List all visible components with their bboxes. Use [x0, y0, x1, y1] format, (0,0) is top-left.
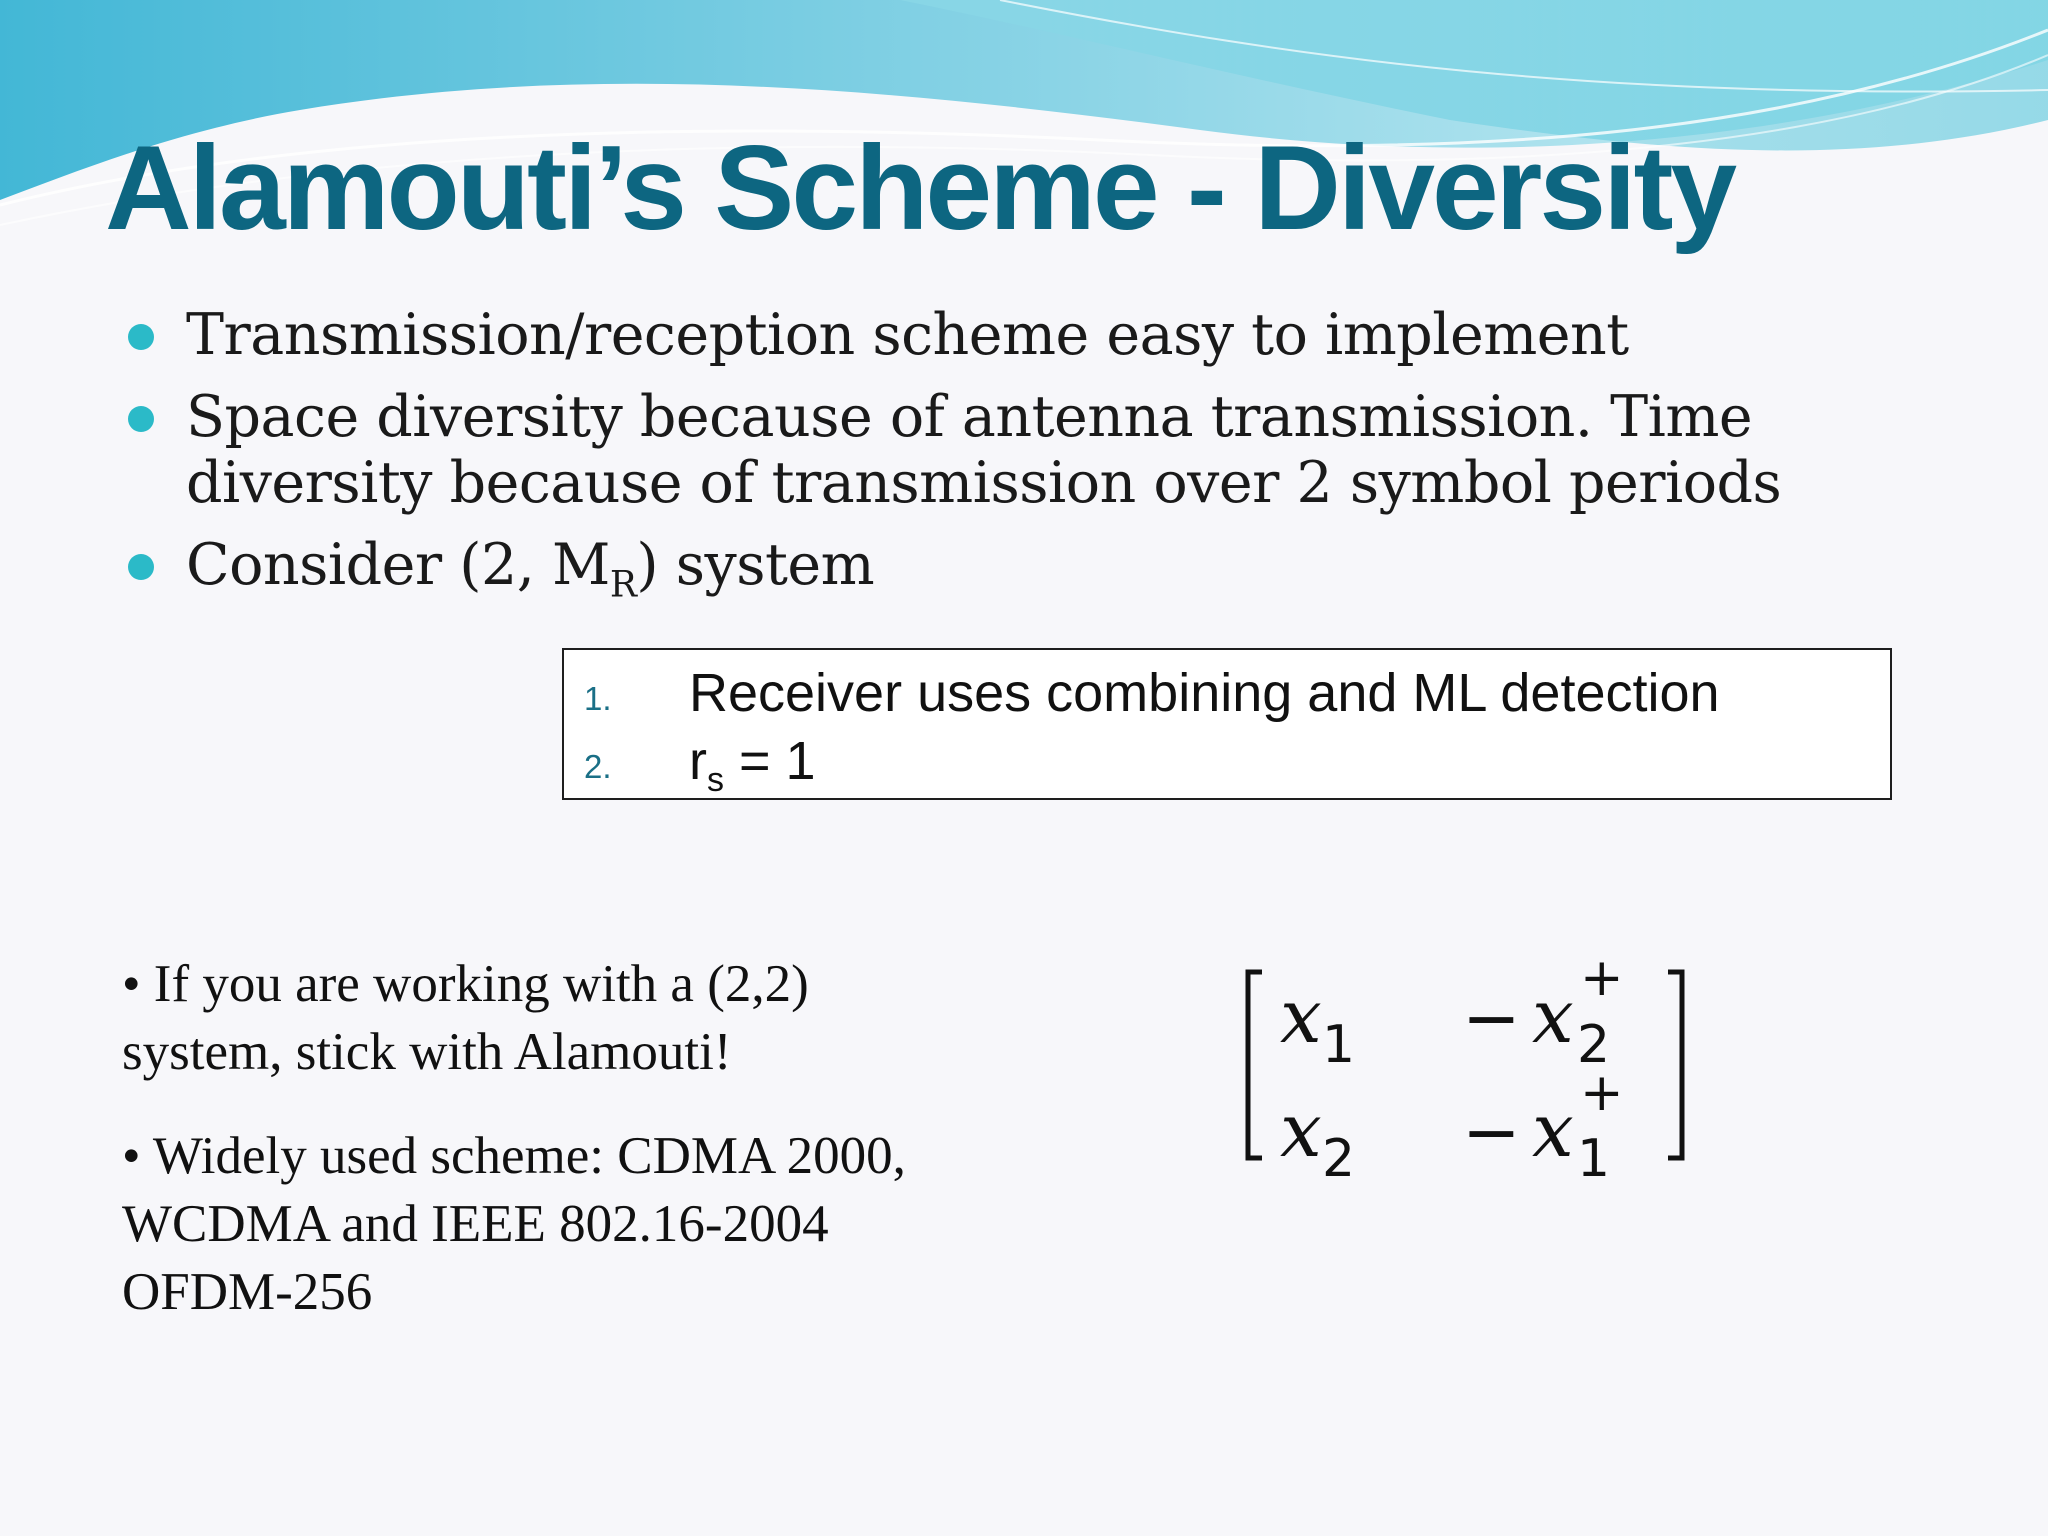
matrix-r1c2-minus: −: [1462, 977, 1521, 1059]
numbered-list-box: [562, 648, 1892, 800]
numbered-item: [564, 726, 1890, 799]
matrix-r2c2-sup: +: [1580, 1063, 1624, 1123]
note-paragraph: • If you are working with a (2,2) system, stick with Alamouti!: [122, 955, 809, 1081]
matrix-r2c1-sub: 2: [1322, 1129, 1356, 1180]
bullet-subscript: R: [609, 564, 637, 606]
rate-subscript: s: [706, 760, 724, 799]
list-item-text: [689, 730, 816, 799]
list-number: 2.: [584, 748, 612, 785]
matrix-r2c2-sub: 1: [1577, 1129, 1611, 1180]
bullet-item: [128, 384, 1988, 516]
slide-title: Alamouti’s Scheme - Diversity: [105, 121, 1735, 255]
matrix-r1c2-sup: +: [1580, 950, 1624, 1008]
matrix-r1c2-base: x: [1532, 974, 1574, 1060]
bullet-text: Transmission/reception scheme easy to implement: [186, 302, 1629, 368]
notes-text: [122, 950, 962, 1362]
bullet-dot-icon: [128, 554, 154, 580]
right-bracket-icon: [1668, 972, 1682, 1158]
rate-symbol: r: [689, 731, 707, 791]
matrix-r2c2-minus: −: [1462, 1091, 1521, 1173]
bullet-list: [128, 302, 1988, 614]
bullet-dot-icon: [128, 324, 154, 350]
alamouti-matrix: [1240, 950, 1700, 1180]
bullet-item: [128, 532, 1988, 606]
matrix-r2c2-base: x: [1532, 1088, 1574, 1174]
list-item-text: Receiver uses combining and ML detection: [689, 663, 1720, 723]
left-bracket-icon: [1248, 972, 1262, 1158]
matrix-r1c1-sub: 1: [1322, 1015, 1356, 1075]
bullet-text: Space diversity because of antenna transmission. Time diversity because of transmission over 2 symbol periods: [186, 384, 1782, 516]
bullet-item: [128, 302, 1988, 368]
rate-value: = 1: [723, 731, 816, 791]
bullet-dot-icon: [128, 406, 154, 432]
bullet-text: Consider (2, M: [186, 532, 610, 598]
matrix-r1c2-sub: 2: [1577, 1015, 1611, 1075]
bullet-text: ) system: [636, 532, 875, 598]
note-paragraph: • Widely used scheme: CDMA 2000, WCDMA and IEEE 802.16-2004 OFDM-256: [122, 1127, 906, 1321]
matrix-r1c1-base: x: [1280, 974, 1322, 1060]
matrix-r2c1-base: x: [1280, 1088, 1322, 1174]
list-number: 1.: [584, 680, 612, 717]
numbered-item: [564, 658, 1890, 728]
